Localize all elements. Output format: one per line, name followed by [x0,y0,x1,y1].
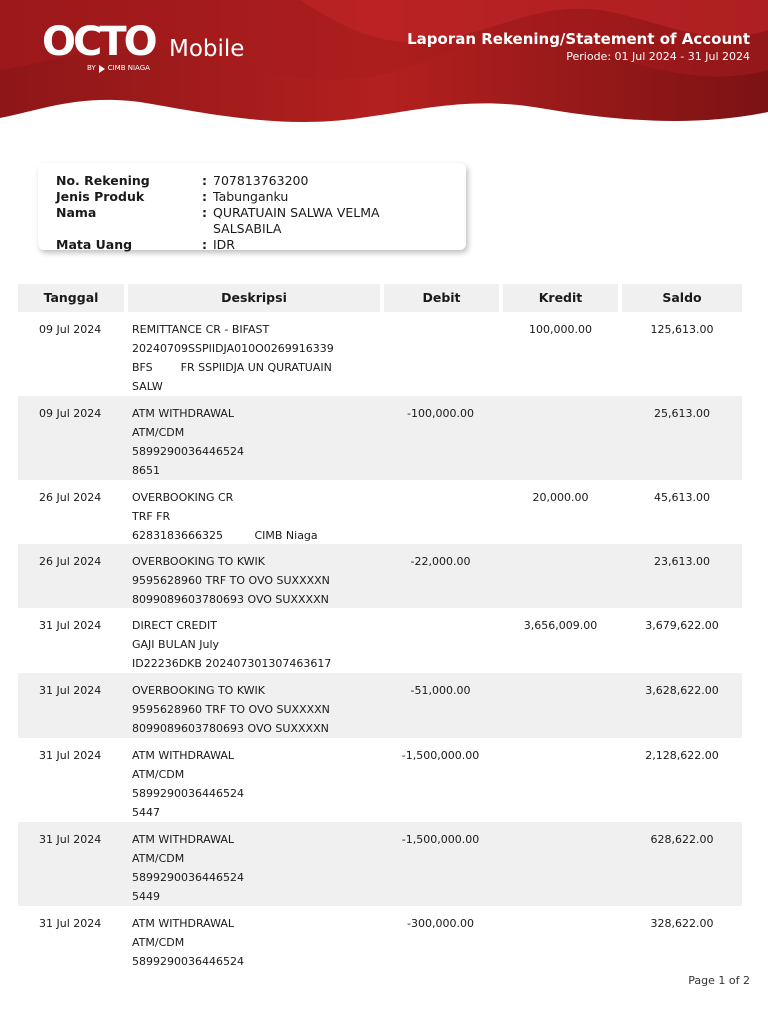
currency-label: Mata Uang [56,237,133,252]
colon: : [202,237,207,252]
row-description: ATM WITHDRAWAL ATM/CDM 5899290036446524 [132,917,244,968]
name-label: Nama [56,205,97,220]
column-header-description: Deskripsi [128,284,380,312]
row-description: ATM WITHDRAWAL ATM/CDM 5899290036446524 5447 [132,749,244,819]
row-debit: -1,500,000.00 [401,749,480,762]
row-kredit: 20,000.00 [532,491,589,504]
statement-period: Periode: 01 Jul 2024 - 31 Jul 2024 [566,50,750,63]
row-date: 09 Jul 2024 [39,323,102,336]
row-description: ATM WITHDRAWAL ATM/CDM 5899290036446524 8651 [132,407,244,477]
row-description: OVERBOOKING CR TRF FR 6283183666325 CIMB Niaga [132,491,318,542]
column-header-saldo: Saldo [622,284,742,312]
name-value: QURATUAIN SALWA VELMA SALSABILA [213,205,380,236]
table-row [18,544,742,608]
row-date: 26 Jul 2024 [39,555,102,568]
row-description: OVERBOOKING TO KWIK 9595628960 TRF TO OVO SUXXXXN 8099089603780693 OVO SUXXXXN [132,555,330,606]
table-row [18,608,742,673]
table-row [18,673,742,738]
row-date: 31 Jul 2024 [39,833,102,846]
product-label: Jenis Produk [56,189,145,204]
row-date: 31 Jul 2024 [39,917,102,930]
column-header-debit: Debit [384,284,499,312]
row-date: 31 Jul 2024 [39,749,102,762]
row-date: 31 Jul 2024 [39,684,102,697]
row-description: ATM WITHDRAWAL ATM/CDM 5899290036446524 5449 [132,833,244,903]
row-kredit: 100,000.00 [529,323,592,336]
statement-title-block [407,30,750,64]
account-number-label: No. Rekening [56,173,150,188]
row-debit: -51,000.00 [410,684,471,697]
row-saldo: 3,628,622.00 [645,684,719,697]
logo-by-line [87,64,150,73]
column-header-kredit: Kredit [503,284,618,312]
row-saldo: 628,622.00 [650,833,714,846]
logo-mobile-text: Mobile [169,36,245,62]
row-debit: -22,000.00 [410,555,471,568]
table-row [18,822,742,906]
colon: : [202,205,207,220]
table-row [18,480,742,544]
row-saldo: 25,613.00 [654,407,710,420]
row-saldo: 3,679,622.00 [645,619,719,632]
logo-bank-text: CIMB NIAGA [107,64,150,72]
row-date: 26 Jul 2024 [39,491,102,504]
colon: : [202,189,207,204]
row-date: 09 Jul 2024 [39,407,102,420]
row-saldo: 125,613.00 [650,323,714,336]
row-debit: -300,000.00 [407,917,474,930]
statement-title: Laporan Rekening/Statement of Account [407,30,750,48]
account-number-value: 707813763200 [213,173,309,188]
logo-by-text: BY [87,64,96,72]
row-kredit: 3,656,009.00 [523,619,598,632]
row-description: REMITTANCE CR - BIFAST 20240709SSPIIDJA010O0269916339 BFS FR SSPIIDJA UN QURATUAIN SALW [132,323,334,393]
row-debit: -100,000.00 [407,407,474,420]
column-header-date: Tanggal [18,284,124,312]
row-date: 31 Jul 2024 [39,619,102,632]
octo-mobile-logo [42,20,272,80]
cimb-logo-icon [99,65,105,73]
currency-value: IDR [213,237,235,252]
page-number: Page 1 of 2 [688,974,750,987]
row-saldo: 328,622.00 [650,917,714,930]
header-banner [0,0,768,135]
row-debit: -1,500,000.00 [401,833,480,846]
table-row [18,396,742,480]
table-row [18,906,742,970]
colon: : [202,173,207,188]
account-info-card [38,163,466,250]
row-saldo: 23,613.00 [654,555,710,568]
row-description: OVERBOOKING TO KWIK 9595628960 TRF TO OVO SUXXXXN 8099089603780693 OVO SUXXXXN [132,684,330,735]
table-row [18,312,742,396]
table-row [18,738,742,822]
logo-octo-text: OCTO [42,19,155,65]
row-saldo: 2,128,622.00 [645,749,719,762]
product-value: Tabunganku [213,189,289,204]
row-saldo: 45,613.00 [654,491,710,504]
row-description: DIRECT CREDIT GAJI BULAN July ID22236DKB 202407301307463617 [132,619,332,670]
